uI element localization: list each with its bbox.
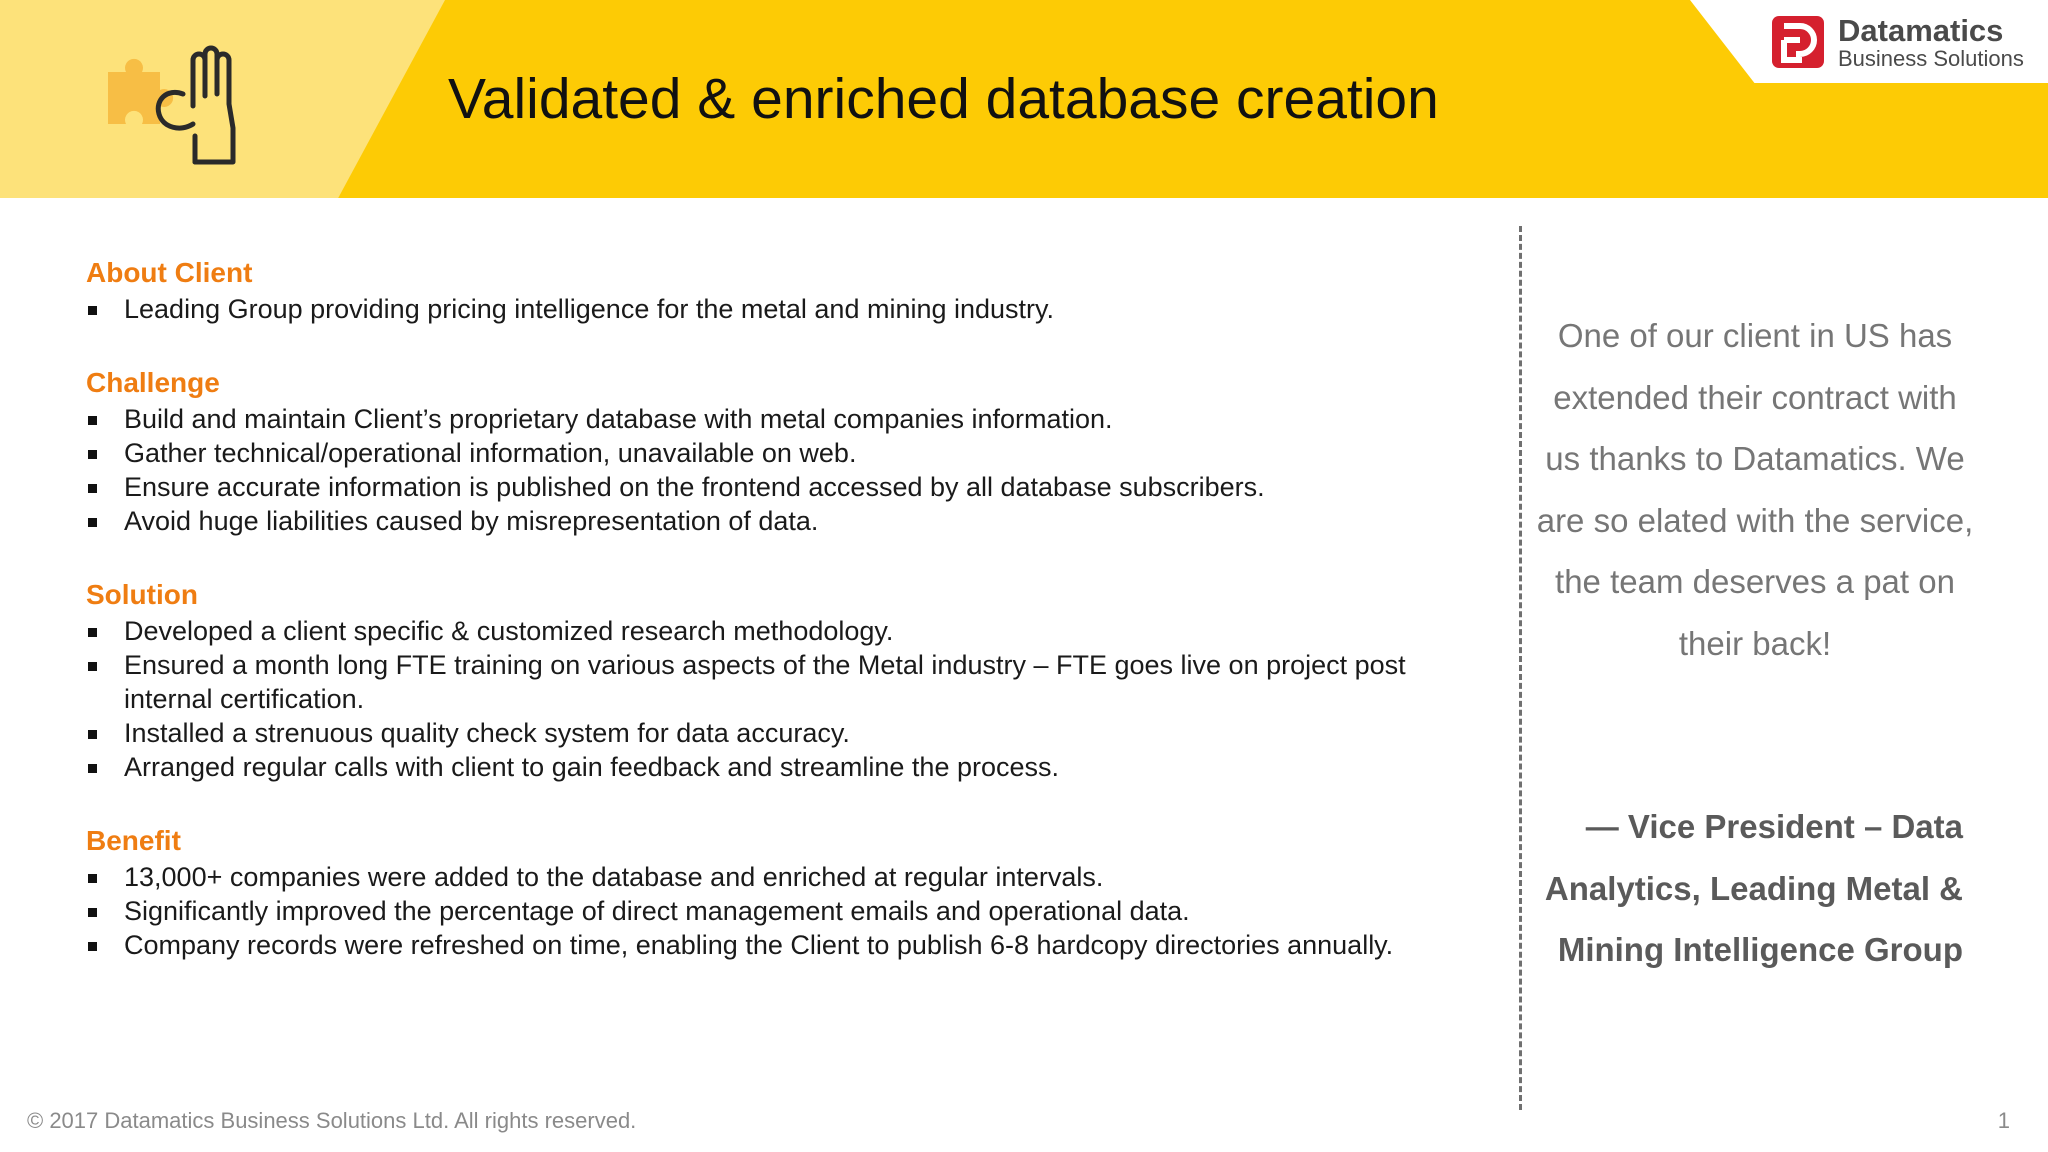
section-heading: Challenge <box>86 367 220 398</box>
bullet-item: Leading Group providing pricing intelligence for the metal and mining industry. <box>86 292 1486 326</box>
logo-name: Datamatics <box>1838 13 2004 48</box>
puzzle-ok-hand-icon <box>100 36 250 166</box>
bullet-item: 13,000+ companies were added to the database and enriched at regular intervals. <box>86 860 1486 894</box>
footer-copyright: © 2017 Datamatics Business Solutions Ltd. All rights reserved. <box>27 1108 637 1133</box>
testimonial-attribution: — Vice President – Data Analytics, Leading Metal & Mining Intelligence Group <box>1544 808 1963 968</box>
logo-tagline: Business Solutions <box>1838 46 2024 71</box>
section-heading: About Client <box>86 257 253 288</box>
testimonial-quote: One of our client in US has extended their contract with us thanks to Datamatics. We are so elated with the service, the team deserves a pat on their back! <box>1536 317 1974 662</box>
bullet-list <box>86 292 1486 326</box>
dashed-divider <box>1519 226 1522 1110</box>
case-study-content <box>86 254 1486 1000</box>
section-challenge <box>86 364 1486 538</box>
section-heading: Solution <box>86 579 198 610</box>
bullet-list <box>86 614 1486 784</box>
bullet-item: Avoid huge liabilities caused by misrepresentation of data. <box>86 504 1486 538</box>
bullet-item: Gather technical/operational information, unavailable on web. <box>86 436 1486 470</box>
bullet-item: Company records were refreshed on time, enabling the Client to publish 6-8 hardcopy directories annually. <box>86 928 1486 962</box>
section-about-client <box>86 254 1486 326</box>
section-solution <box>86 576 1486 784</box>
bullet-item: Installed a strenuous quality check system for data accuracy. <box>86 716 1486 750</box>
bullet-item: Build and maintain Client’s proprietary database with metal companies information. <box>86 402 1486 436</box>
bullet-item: Arranged regular calls with client to gain feedback and streamline the process. <box>86 750 1486 784</box>
bullet-item: Ensure accurate information is published on the frontend accessed by all database subscribers. <box>86 470 1486 504</box>
bullet-item: Significantly improved the percentage of direct management emails and operational data. <box>86 894 1486 928</box>
page-number: 1 <box>1997 1108 2010 1133</box>
section-benefit <box>86 822 1486 962</box>
bullet-item: Ensured a month long FTE training on various aspects of the Metal industry – FTE goes live on project post internal certification. <box>86 648 1486 716</box>
bullet-list <box>86 860 1486 962</box>
bullet-list <box>86 402 1486 538</box>
bullet-item: Developed a client specific & customized research methodology. <box>86 614 1486 648</box>
slide-title: Validated & enriched database creation <box>448 67 1439 131</box>
datamatics-logo-icon <box>1772 16 1824 68</box>
section-heading: Benefit <box>86 825 181 856</box>
